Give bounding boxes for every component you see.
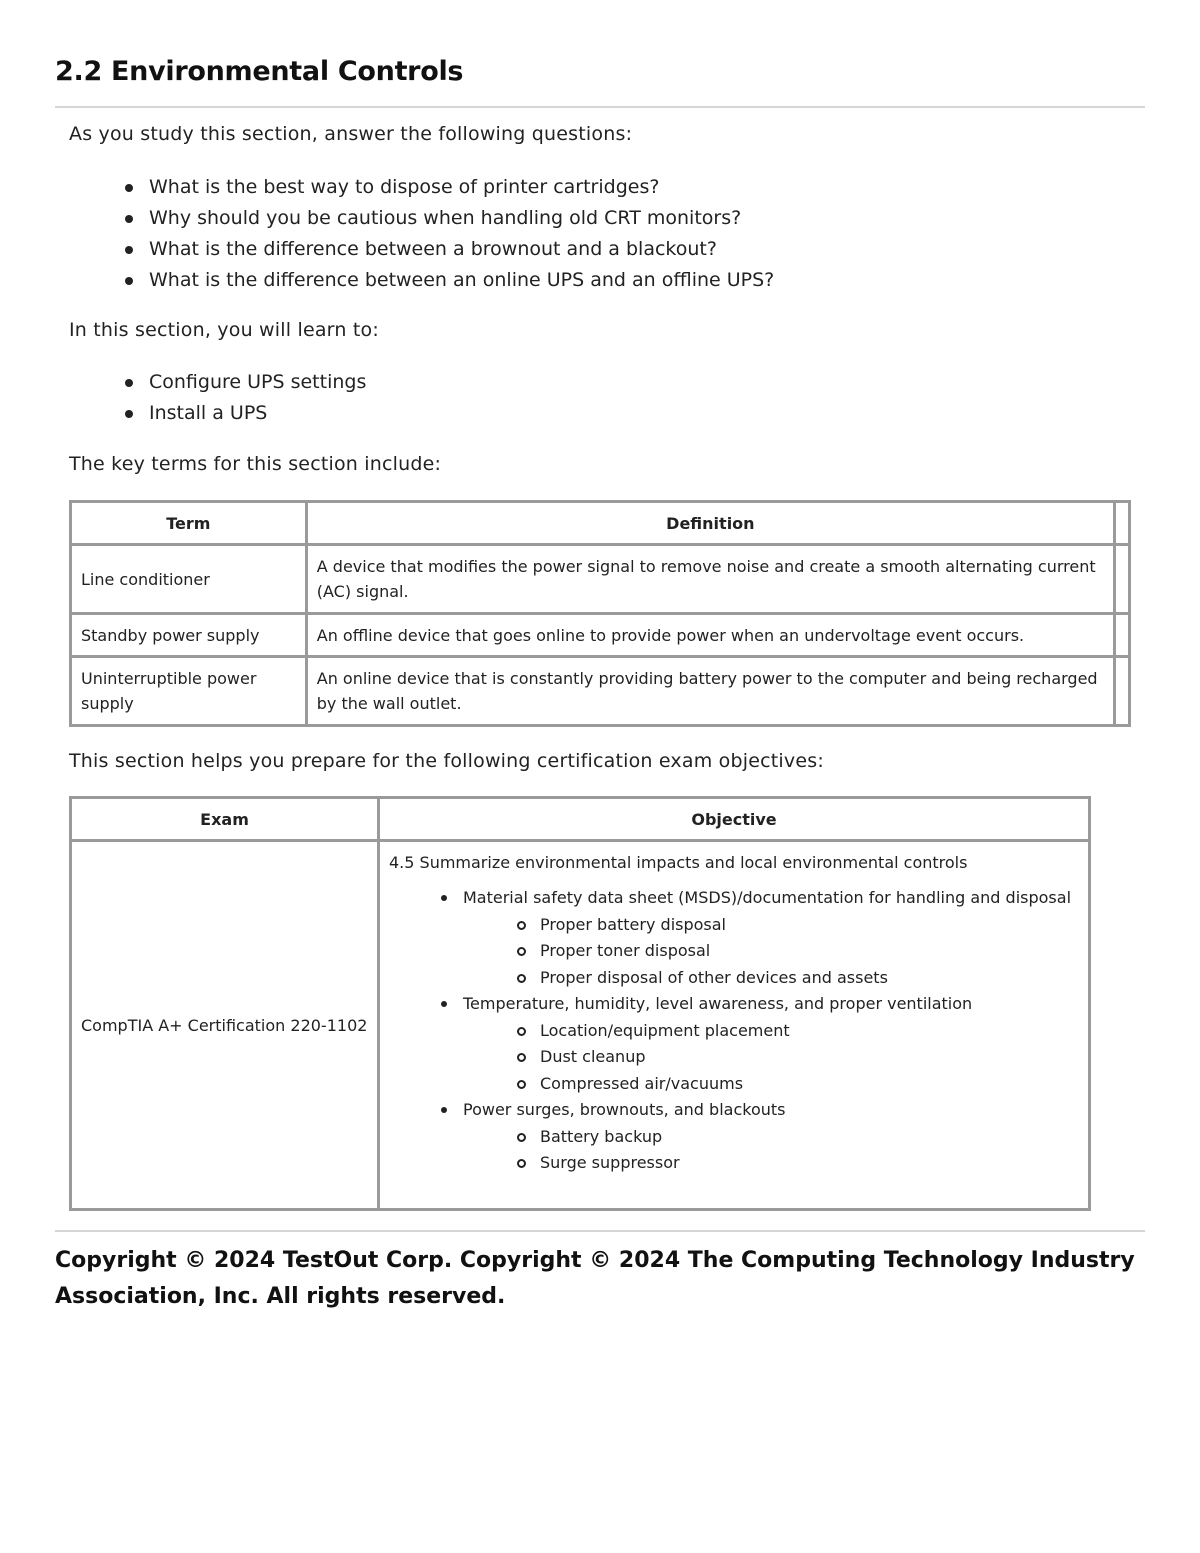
circle-bullet-icon xyxy=(517,921,526,930)
page-title: 2.2 Environmental Controls xyxy=(55,56,464,87)
list-item xyxy=(540,1018,1079,1045)
table-row xyxy=(71,657,1130,726)
objective-sublist xyxy=(463,1018,1079,1098)
list-item xyxy=(540,965,1079,992)
objective-cell xyxy=(379,841,1090,1210)
objective-group-label: Temperature, humidity, level awareness, and proper ventilation xyxy=(463,994,973,1013)
list-item: What is the best way to dispose of printer cartridges? xyxy=(125,172,774,203)
list-item xyxy=(540,1124,1079,1151)
bullet-icon xyxy=(441,895,447,901)
list-item-label: Compressed air/vacuums xyxy=(540,1073,744,1093)
objective-group-label: Power surges, brownouts, and blackouts xyxy=(463,1100,786,1119)
list-item xyxy=(540,1150,1079,1177)
list-item-label: Proper battery disposal xyxy=(540,914,726,934)
objectives-intro: This section helps you prepare for the following certification exam objectives: xyxy=(69,750,824,772)
footer-divider xyxy=(55,1230,1145,1232)
circle-bullet-icon xyxy=(517,1053,526,1062)
table-row xyxy=(71,841,1090,1210)
bullet-icon xyxy=(441,1107,447,1113)
list-item xyxy=(540,938,1079,965)
study-intro: As you study this section, answer the following questions: xyxy=(69,123,633,145)
objective-sublist xyxy=(463,1124,1079,1177)
term-cell: Standby power supply xyxy=(71,614,307,657)
spacer-cell xyxy=(1114,545,1129,614)
spacer-cell xyxy=(1114,614,1129,657)
table-header-row xyxy=(71,798,1090,841)
objective-group xyxy=(463,1097,1079,1177)
definition-cell: A device that modifies the power signal to remove noise and create a smooth alternating current (AC) signal. xyxy=(306,545,1114,614)
list-item xyxy=(540,912,1079,939)
term-cell: Line conditioner xyxy=(71,545,307,614)
objectives-table xyxy=(69,796,1091,1211)
learn-list xyxy=(125,367,366,429)
circle-bullet-icon xyxy=(517,974,526,983)
spacer-cell xyxy=(1114,657,1129,726)
circle-bullet-icon xyxy=(517,1080,526,1089)
list-item-label: Location/equipment placement xyxy=(540,1020,790,1040)
objective-heading: 4.5 Summarize environmental impacts and local environmental controls xyxy=(389,853,968,872)
definition-cell: An online device that is constantly providing battery power to the computer and being recharged by the wall outlet. xyxy=(306,657,1114,726)
list-item xyxy=(540,1071,1079,1098)
header-spacer xyxy=(1114,502,1129,545)
questions-list xyxy=(125,172,774,296)
list-item: Install a UPS xyxy=(125,398,366,429)
circle-bullet-icon xyxy=(517,947,526,956)
list-item: What is the difference between a brownout and a blackout? xyxy=(125,234,774,265)
term-cell: Uninterruptible power supply xyxy=(71,657,307,726)
header-exam: Exam xyxy=(71,798,379,841)
list-item-label: Battery backup xyxy=(540,1126,663,1146)
table-row xyxy=(71,614,1130,657)
header-definition: Definition xyxy=(306,502,1114,545)
learn-intro: In this section, you will learn to: xyxy=(69,319,379,341)
objective-list xyxy=(389,885,1079,1177)
list-item-label: Proper disposal of other devices and assets xyxy=(540,967,888,987)
definition-cell: An offline device that goes online to provide power when an undervoltage event occurs. xyxy=(306,614,1114,657)
header-term: Term xyxy=(71,502,307,545)
list-item-label: Proper toner disposal xyxy=(540,941,711,960)
list-item: Why should you be cautious when handling old CRT monitors? xyxy=(125,203,774,234)
objective-group xyxy=(463,991,1079,1097)
key-terms-intro: The key terms for this section include: xyxy=(69,453,442,475)
key-terms-table xyxy=(69,500,1131,727)
objective-group-label: Material safety data sheet (MSDS)/documentation for handling and disposal xyxy=(463,888,1072,907)
exam-cell: CompTIA A+ Certification 220-1102 xyxy=(71,841,379,1210)
circle-bullet-icon xyxy=(517,1133,526,1142)
list-item xyxy=(540,1044,1079,1071)
copyright-notice: Copyright © 2024 TestOut Corp. Copyright © 2024 The Computing Technology Industry Association, Inc. All rights reserved. xyxy=(55,1248,1135,1309)
bullet-icon xyxy=(441,1001,447,1007)
list-item-label: Dust cleanup xyxy=(540,1047,646,1066)
table-header-row xyxy=(71,502,1130,545)
table-row xyxy=(71,545,1130,614)
circle-bullet-icon xyxy=(517,1159,526,1168)
circle-bullet-icon xyxy=(517,1027,526,1036)
objective-sublist xyxy=(463,912,1079,992)
header-objective: Objective xyxy=(379,798,1090,841)
list-item: What is the difference between an online UPS and an offline UPS? xyxy=(125,265,774,296)
list-item: Configure UPS settings xyxy=(125,367,366,398)
title-divider xyxy=(55,106,1145,108)
objective-group xyxy=(463,885,1079,991)
list-item-label: Surge suppressor xyxy=(540,1153,680,1172)
